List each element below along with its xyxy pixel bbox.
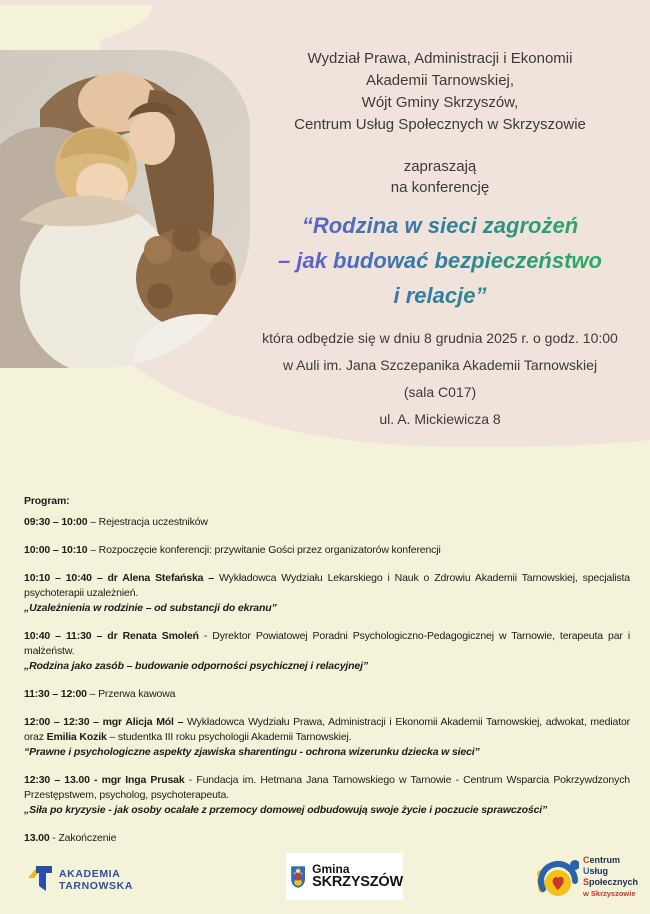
akademia-tarnowska-mark-icon — [28, 865, 52, 895]
program-item-text: 11:30 – 12:00 – Przerwa kawowa — [24, 688, 176, 700]
detail-line: która odbędzie się w dniu 8 grudnia 2025 r. o godz. 10:00 — [262, 330, 618, 346]
cus-mark-icon — [533, 853, 579, 901]
cus-subline: w Skrzyszowie — [583, 889, 636, 898]
event-details — [230, 325, 650, 433]
detail-line: w Auli im. Jana Szczepanika Akademii Tarnowskiej — [282, 357, 598, 373]
program-item — [24, 831, 630, 846]
program-item-quote: “Prawne i psychologiczne aspekty zjawiska sharentingu - ochrona wizerunku dziecka w sieci” — [24, 746, 480, 758]
program-item-quote: „Uzależnienia w rodzinie – od substancji do ekranu” — [24, 602, 277, 614]
organizer-line: Centrum Usług Społecznych w Skrzyszowie — [294, 116, 586, 133]
program-item — [24, 515, 630, 530]
cus-name — [583, 855, 638, 899]
program-list — [24, 515, 630, 846]
program-item — [24, 571, 630, 616]
header-text-column — [230, 0, 650, 433]
program-item-text: 09:30 – 10:00 – Rejestracja uczestników — [24, 516, 208, 528]
invitation-text — [230, 156, 650, 198]
footer-logos — [0, 845, 650, 914]
program-item — [24, 715, 630, 760]
conference-title — [230, 208, 650, 313]
title-line: “Rodzina w sieci zagrożeń — [301, 213, 579, 238]
organizer-line: Wójt Gminy Skrzyszów, — [361, 94, 519, 111]
gmina-line: Gmina — [312, 861, 350, 876]
program-item-quote: „Siła po kryzysie - jak osoby ocalałe z przemocy domowej odbudowują swoje życie i poczucie sprawczości” — [24, 804, 548, 816]
gmina-line: SKRZYSZÓW — [312, 874, 403, 891]
gmina-skrzyszow-crest-icon — [291, 857, 305, 897]
title-line: – jak budować bezpieczeństwo — [278, 248, 602, 273]
akademia-line: AKADEMIA — [59, 868, 121, 880]
akademia-line: TARNOWSKA — [59, 880, 134, 892]
program-label: Program: — [24, 495, 70, 507]
cus-line: Usług — [583, 866, 609, 876]
invite-line: na konferencję — [390, 179, 490, 196]
program-item — [24, 773, 630, 818]
gmina-skrzyszow-logo — [286, 853, 403, 900]
program-item-text: 10:10 – 10:40 – dr Alena Stefańska – Wykładowca Wydziału Lekarskiego i Nauk o Zdrowiu Akademii Tarnowskiej, specjalista psychoterapii uzależnień. — [24, 572, 630, 599]
gmina-skrzyszow-name — [312, 863, 403, 891]
invite-line: zapraszają — [403, 158, 477, 175]
program-section — [24, 494, 630, 859]
organizers — [230, 48, 650, 136]
detail-line: ul. A. Mickiewicza 8 — [379, 411, 501, 427]
detail-line: (sala C017) — [403, 384, 477, 400]
program-item-text: 12:30 – 13.00 - mgr Inga Prusak - Fundacja im. Hetmana Jana Tarnowskiego w Tarnowie - Centrum Wsparcia Pokrzywdzonych Przestępstwem, psycholog, psychoterapeuta. — [24, 774, 630, 801]
program-item-text: 10:00 – 10:10 – Rozpoczęcie konferencji: przywitanie Gości przez organizatorów konferencji — [24, 544, 441, 556]
organizer-line: Akademii Tarnowskiej, — [365, 72, 515, 89]
program-item — [24, 687, 630, 702]
program-item-text: 13.00 - Zakończenie — [24, 832, 117, 844]
cus-line: Społecznych — [583, 877, 639, 887]
program-item-text: 12:00 – 12:30 – mgr Alicja Mól – Wykładowca Wydziału Prawa, Administracji i Ekonomii Akademii Tarnowskiej, adwokat, mediator oraz Emilia Kozik – studentka III roku psychologii Akademii Tarnowskiej. — [24, 716, 630, 743]
akademia-tarnowska-logo — [28, 865, 133, 895]
akademia-tarnowska-name — [59, 868, 133, 892]
program-item-text: 10:40 – 11:30 – dr Renata Smoleń - Dyrektor Powiatowej Poradni Psychologiczno-Pedagogicznej w Tarnowie, terapeuta par i małżeństw. — [24, 630, 631, 657]
cus-logo — [533, 853, 638, 901]
cus-line: Centrum — [583, 855, 621, 865]
title-line: i relacje” — [393, 283, 487, 308]
program-item-quote: „Rodzina jako zasób – budowanie odporności psychicznej i relacyjnej” — [24, 660, 368, 672]
family-photo — [0, 50, 250, 368]
program-item — [24, 629, 630, 674]
organizer-line: Wydział Prawa, Administracji i Ekonomii — [307, 50, 573, 67]
program-item — [24, 543, 630, 558]
